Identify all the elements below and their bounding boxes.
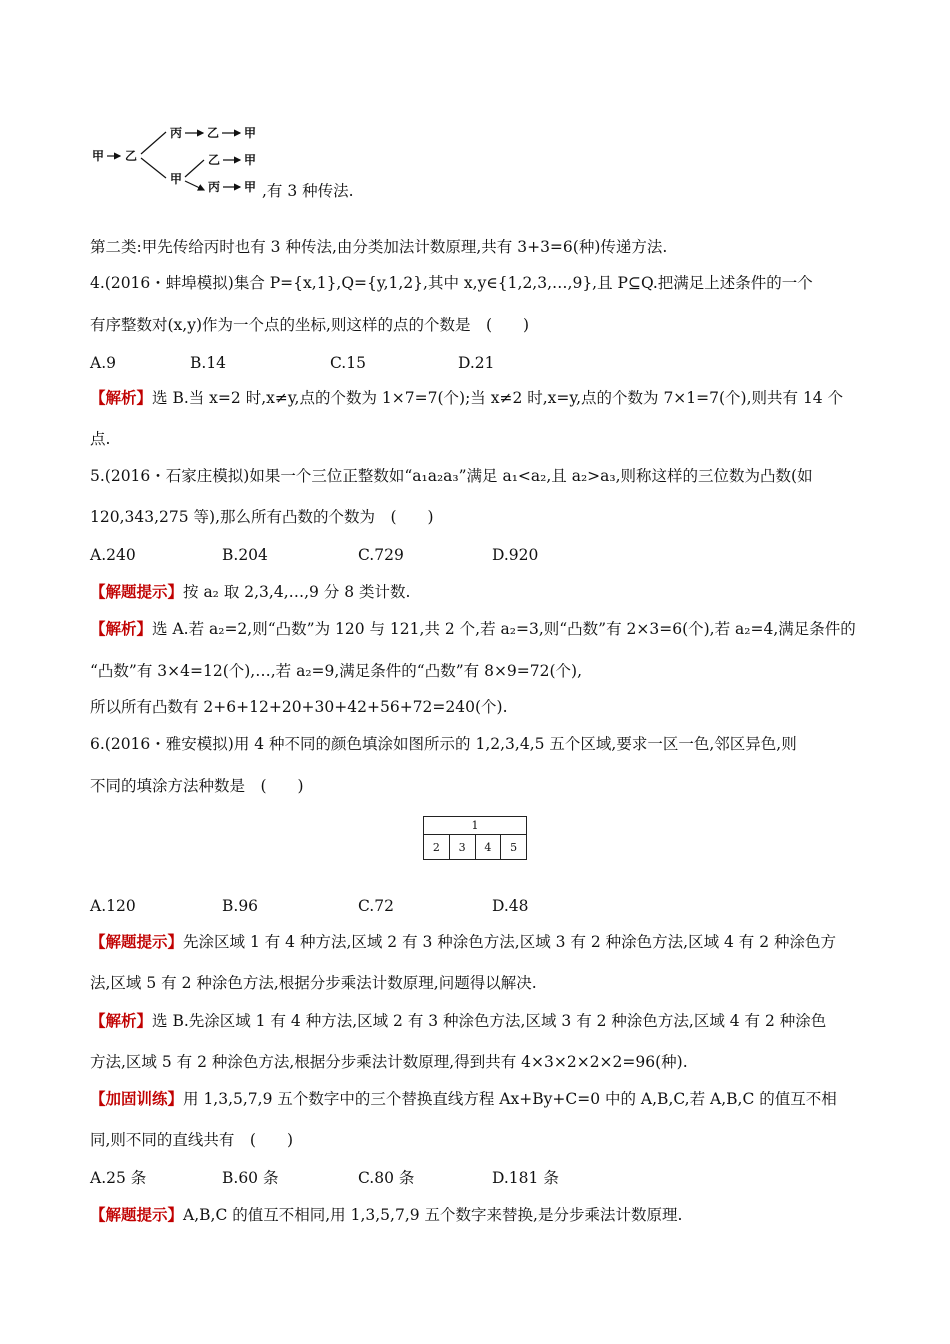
tree-node-bing: 丙 (208, 180, 221, 194)
q5-solution-line2: “凸数”有 3×4=12(个),…,若 a₂=9,满足条件的“凸数”有 8×9=72(个), (90, 662, 583, 680)
analysis-tag: 【解析】 (90, 1011, 153, 1030)
region-2: 2 (424, 835, 450, 860)
extra-option-a: A.25 条 (90, 1169, 147, 1187)
extra-hint-line (90, 1205, 682, 1225)
q6-hint-text: 先涂区域 1 有 4 种方法,区域 2 有 3 种涂色方法,区域 3 有 2 种涂色方法,区域 4 有 2 种涂色方 (183, 933, 837, 951)
reinforcement-tag: 【加固训练】 (90, 1089, 184, 1108)
q6-solution-text: 选 B.先涂区域 1 有 4 种方法,区域 2 有 3 种涂色方法,区域 3 有 2 种涂色方法,区域 4 有 2 种涂色 (152, 1012, 827, 1030)
extra-stem-line2: 同,则不同的直线共有 ( ) (90, 1131, 294, 1149)
q6-hint-line2: 法,区域 5 有 2 种涂色方法,根据分步乘法计数原理,问题得以解决. (90, 974, 537, 992)
q4-option-c: C.15 (330, 354, 366, 372)
q4-solution-line1 (90, 388, 843, 408)
q5-solution-line3: 所以所有凸数有 2+6+12+20+30+42+56+72=240(个). (90, 698, 508, 716)
second-category-text: 第二类:甲先传给丙时也有 3 种传法,由分类加法计数原理,共有 3+3=6(种)传递方法. (90, 238, 668, 256)
region-5: 5 (510, 841, 518, 854)
q4-stem-line1: 4.(2016・蚌埠模拟)集合 P={x,1},Q={y,1,2},其中 x,y∈{1,2,3,…,9},且 P⊆Q.把满足上述条件的一个 (90, 274, 813, 292)
extra-stem-text: 用 1,3,5,7,9 五个数字中的三个替换直线方程 Ax+By+C=0 中的 A,B,C,若 A,B,C 的值互不相 (183, 1090, 837, 1108)
q4-stem-line2: 有序整数对(x,y)作为一个点的坐标,则这样的点的个数是 ( ) (90, 316, 530, 334)
q5-stem-line2: 120,343,275 等),那么所有凸数的个数为 ( ) (90, 508, 434, 526)
tree-node-jia: 甲 (244, 180, 257, 194)
q6-hint-line1 (90, 932, 836, 952)
q5-option-b: B.204 (222, 546, 268, 564)
extra-option-b: B.60 条 (222, 1169, 279, 1187)
q6-option-a: A.120 (90, 897, 136, 915)
q4-solution-text: 选 B.当 x=2 时,x≠y,点的个数为 1×7=7(个);当 x≠2 时,x=y,点的个数为 7×1=7(个),则共有 14 个 (152, 389, 844, 407)
q5-option-d: D.920 (492, 546, 539, 564)
q4-option-b: B.14 (190, 354, 227, 372)
q6-stem-line2: 不同的填涂方法种数是 ( ) (90, 777, 304, 795)
q6-option-c: C.72 (358, 897, 394, 915)
tree-node-jia: 甲 (170, 172, 183, 186)
q5-stem-line1: 5.(2016・石家庄模拟)如果一个三位正整数如“a₁a₂a₃”满足 a₁<a₂,且 a₂>a₃,则称这样的三位数为凸数(如 (90, 467, 813, 485)
extra-option-d: D.181 条 (492, 1169, 559, 1187)
region-grid-figure (423, 816, 527, 860)
hint-tag: 【解题提示】 (90, 582, 184, 601)
q6-option-b: B.96 (222, 897, 259, 915)
hint-tag: 【解题提示】 (90, 932, 184, 951)
q5-hint-text: 按 a₂ 取 2,3,4,…,9 分 8 类计数. (183, 583, 411, 601)
tree-node-jia: 甲 (92, 149, 105, 163)
q5-option-a: A.240 (90, 546, 136, 564)
transfer-tree-diagram (90, 118, 290, 198)
q4-option-d: D.21 (458, 354, 495, 372)
extra-option-c: C.80 条 (358, 1169, 415, 1187)
region-4: 4 (476, 835, 502, 860)
q4-solution-line2: 点. (90, 430, 111, 448)
tree-suffix: ,有 3 种传法. (262, 182, 354, 200)
tree-node-jia: 甲 (244, 126, 257, 140)
region-3: 3 (450, 835, 476, 860)
tree-node-bing: 丙 (170, 126, 183, 140)
q5-option-c: C.729 (358, 546, 404, 564)
extra-stem-line1 (90, 1089, 837, 1109)
analysis-tag: 【解析】 (90, 619, 153, 638)
q6-stem-line1: 6.(2016・雅安模拟)用 4 种不同的颜色填涂如图所示的 1,2,3,4,5 五个区域,要求一区一色,邻区异色,则 (90, 735, 797, 753)
hint-tag: 【解题提示】 (90, 1205, 184, 1224)
region-1: 1 (424, 817, 526, 835)
q6-solution-line1 (90, 1011, 826, 1031)
tree-node-yi: 乙 (208, 153, 221, 167)
extra-hint-text: A,B,C 的值互不相同,用 1,3,5,7,9 五个数字来替换,是分步乘法计数原理. (183, 1206, 683, 1224)
tree-node-yi: 乙 (125, 149, 138, 163)
tree-node-yi: 乙 (207, 126, 220, 140)
q5-solution-line1 (90, 619, 856, 639)
q4-option-a: A.9 (90, 354, 116, 372)
q5-hint-line (90, 582, 410, 602)
analysis-tag: 【解析】 (90, 388, 153, 407)
q6-option-d: D.48 (492, 897, 529, 915)
q6-solution-line2: 方法,区域 5 有 2 种涂色方法,根据分步乘法计数原理,得到共有 4×3×2×2×2=96(种). (90, 1053, 688, 1071)
q5-solution-text: 选 A.若 a₂=2,则“凸数”为 120 与 121,共 2 个,若 a₂=3,则“凸数”有 2×3=6(个),若 a₂=4,满足条件的 (152, 620, 856, 638)
tree-node-jia: 甲 (244, 153, 257, 167)
